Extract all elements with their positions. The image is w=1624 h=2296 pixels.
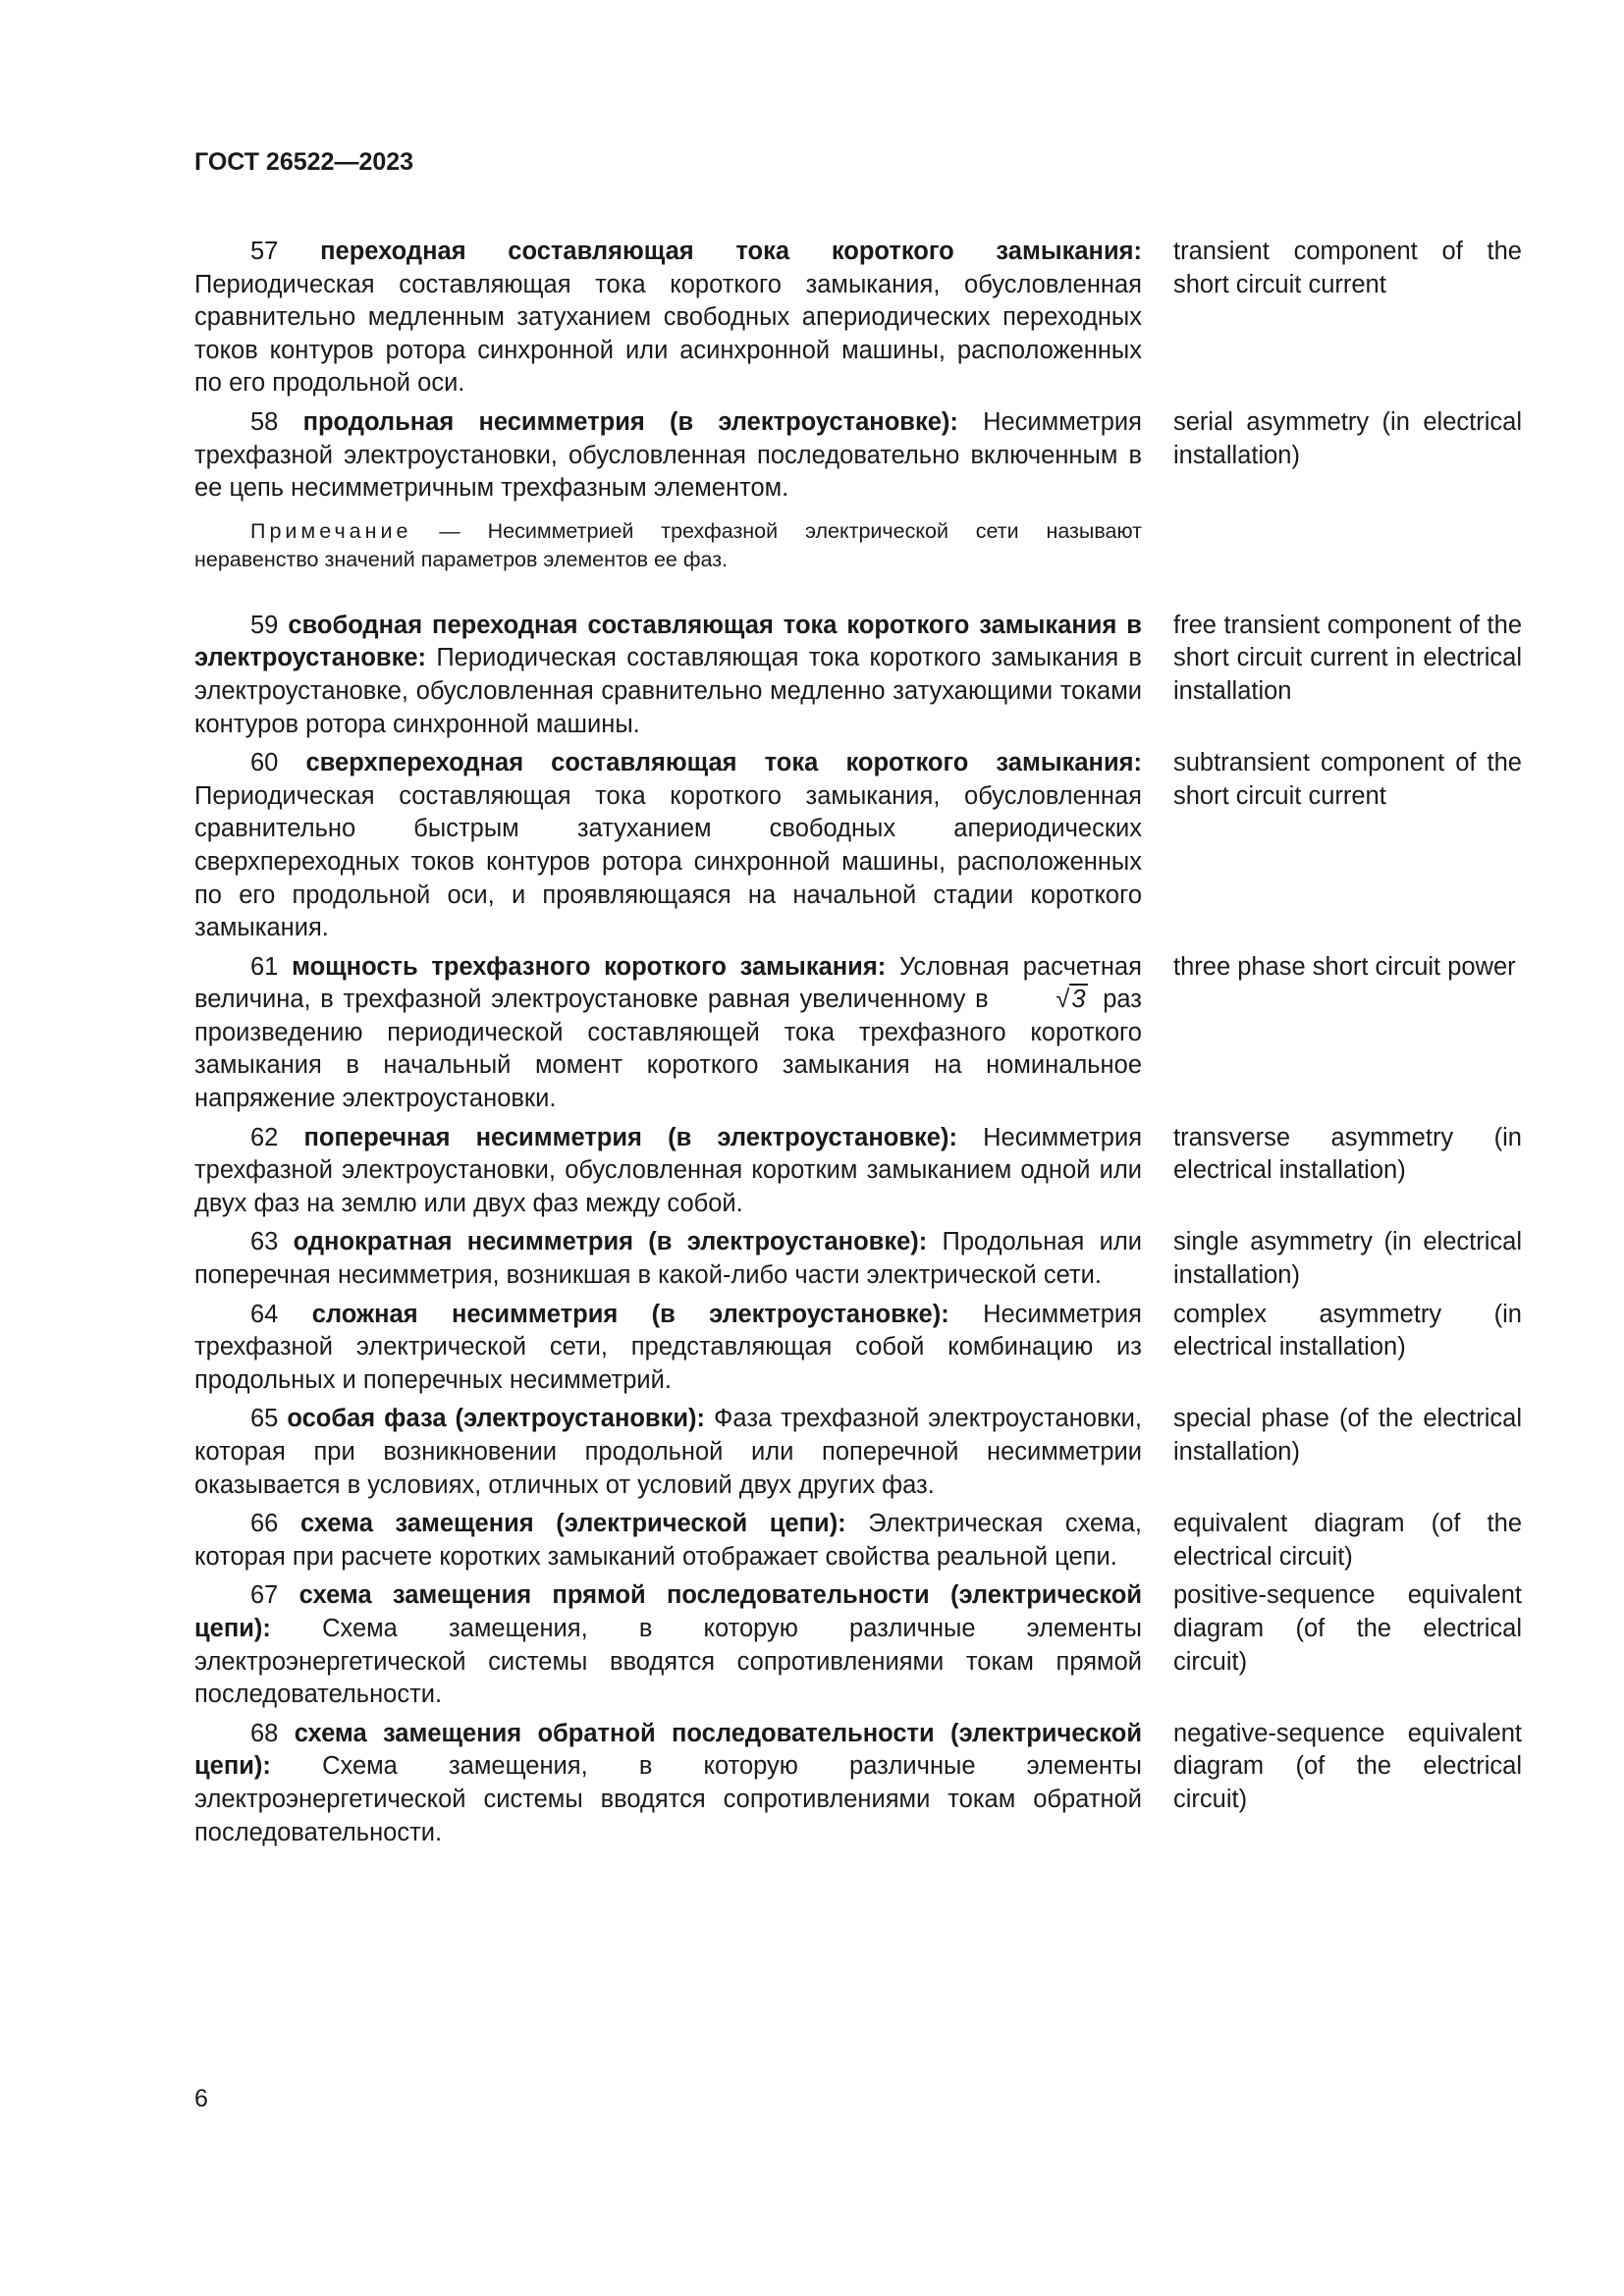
term-name: особая фаза (электроустановки): [287, 1405, 706, 1433]
page-number: 6 [194, 2085, 208, 2112]
note-label: Примечание [250, 518, 412, 543]
term-text-part2: раз произведению периодической составляющей тока трехфазного короткого замыкания в начальный момент короткого замыкания на номинальное напряжение электроустановки. [194, 986, 1142, 1113]
term-number: 59 [250, 611, 279, 639]
sqrt-value: 3 [1071, 986, 1086, 1014]
term-number: 63 [250, 1228, 279, 1256]
term-entry-61 [194, 951, 1522, 1116]
term-entry-63 [194, 1226, 1522, 1292]
term-name: схема замещения (электрической цепи): [299, 1510, 846, 1538]
term-english: three phase short circuit power [1173, 952, 1516, 981]
term-number: 64 [250, 1300, 279, 1328]
term-definition [194, 236, 1142, 400]
term-number: 66 [250, 1510, 279, 1538]
sqrt-symbol: √ [1056, 986, 1070, 1014]
term-text-part1: Условная расчетная величина, в трехфазной электроустановке равная увеличенному в [194, 952, 1142, 1014]
term-definition [194, 1403, 1142, 1502]
term-entry-60 [194, 747, 1522, 945]
term-text: Схема замещения, в которую различные элементы электроэнергетической системы вводятся сопротивлениями токам обратной последовательности. [194, 1752, 1142, 1846]
term-number: 62 [250, 1123, 279, 1151]
term-definition [194, 1718, 1142, 1849]
term-entry-62 [194, 1122, 1522, 1221]
term-entry-65 [194, 1403, 1522, 1502]
term-definition [194, 1226, 1142, 1292]
term-text: Электрическая схема, которая при расчете коротких замыканий отображает свойства реальной цепи. [194, 1510, 1143, 1571]
term-entry-68 [194, 1718, 1522, 1849]
note [194, 517, 1142, 574]
term-entry-58 [194, 406, 1522, 506]
term-english: single asymmetry (in electrical installation) [1173, 1228, 1522, 1290]
term-text: Продольная или поперечная несимметрия, возникшая в какой-либо части электрической сети. [194, 1228, 1142, 1290]
term-entry-59 [194, 610, 1522, 741]
term-english: serial asymmetry (in electrical installation) [1173, 407, 1522, 469]
term-english: negative-sequence equivalent diagram (of the electrical circuit) [1173, 1719, 1522, 1813]
term-entry-66 [194, 1508, 1522, 1574]
term-name: сложная несимметрия (в электроустановке): [311, 1300, 949, 1328]
term-name: переходная составляющая тока короткого замыкания: [320, 238, 1142, 265]
term-text: Периодическая составляющая тока короткого замыкания, обусловленная сравнительно быстрым затуханием свободных апериодических сверхпереходных токов контуров ротора синхронной машины, расположенных по его продольной оси, и проявляющаяся на начальной стадии короткого замыкания. [194, 781, 1142, 942]
term-text: Периодическая составляющая тока короткого замыкания, обусловленная сравнительно медленным затуханием свободных апериодических переходных токов контуров ротора синхронной или асинхронной машины, расположенных по его продольной оси. [194, 270, 1142, 398]
term-english: transient component of the short circuit current [1173, 238, 1522, 298]
term-definition [194, 951, 1142, 1116]
term-number: 67 [250, 1581, 279, 1610]
term-definition [194, 1579, 1142, 1711]
term-name: продольная несимметрия (в электроустановке): [302, 407, 958, 436]
term-number: 65 [250, 1405, 279, 1433]
term-english: subtransient component of the short circuit current [1173, 749, 1522, 810]
term-definition [194, 1508, 1142, 1574]
term-name: схема замещения обратной последовательности (электрической цепи): [194, 1719, 1142, 1781]
term-definition [194, 406, 1142, 506]
term-number: 60 [250, 749, 279, 777]
term-name: поперечная несимметрия (в электроустановке): [303, 1123, 957, 1151]
term-name: однократная несимметрия (в электроустановке): [293, 1228, 928, 1256]
term-name: сверхпереходная составляющая тока короткого замыкания: [305, 749, 1142, 777]
term-text: Несимметрия трехфазной электроустановки, обусловленная последовательно включенным в ее цепь несимметричным трехфазным элементом. [194, 407, 1142, 503]
term-name: мощность трехфазного короткого замыкания: [292, 952, 887, 981]
term-english: transverse asymmetry (in electrical installation) [1173, 1123, 1522, 1185]
term-text: Периодическая составляющая тока короткого замыкания в электроустановке, обусловленная сравнительно медленно затухающими токами контуров ротора синхронной машины. [194, 644, 1142, 738]
term-definition [194, 1299, 1142, 1398]
note-text: — Несимметрией трехфазной электрической сети называют неравенство значений параметров элементов ее фаз. [194, 518, 1142, 571]
term-entry-57 [194, 236, 1522, 400]
sqrt-formula [998, 984, 1093, 1017]
document-header: ГОСТ 26522—2023 [194, 148, 414, 176]
term-text: Несимметрия трехфазной электрической сети, представляющая собой комбинацию из продольных и поперечных несимметрий. [194, 1300, 1142, 1394]
term-english: complex asymmetry (in electrical installation) [1173, 1300, 1522, 1362]
term-text: Схема замещения, в которую различные элементы электроэнергетической системы вводятся сопротивлениями токам прямой последовательности. [194, 1614, 1142, 1709]
term-english: positive-sequence equivalent diagram (of the electrical circuit) [1173, 1581, 1522, 1676]
term-number: 57 [250, 238, 279, 265]
term-definition [194, 1122, 1142, 1221]
term-text: Несимметрия трехфазной электроустановки, обусловленная коротким замыканием одной или двух фаз на землю или двух фаз между собой. [194, 1123, 1142, 1217]
term-entry-64 [194, 1299, 1522, 1398]
term-definition [194, 610, 1142, 741]
term-english: free transient component of the short circuit current in electrical installation [1173, 611, 1522, 705]
term-name: свободная переходная составляющая тока короткого замыкания в электроустановке: [194, 611, 1142, 672]
terms-list [194, 236, 1522, 1855]
term-english: special phase (of the electrical installation) [1173, 1405, 1522, 1466]
term-text: Фаза трехфазной электроустановки, которая при возникновении продольной или поперечной несимметрии оказывается в условиях, отличных от условий двух других фаз. [194, 1405, 1142, 1499]
term-name: схема замещения прямой последовательности (электрической цепи): [194, 1581, 1142, 1642]
term-english: equivalent diagram (of the electrical circuit) [1173, 1510, 1522, 1571]
term-entry-67 [194, 1579, 1522, 1711]
term-number: 61 [250, 952, 279, 981]
term-number: 68 [250, 1719, 279, 1747]
term-definition [194, 747, 1142, 945]
term-number: 58 [250, 407, 279, 436]
